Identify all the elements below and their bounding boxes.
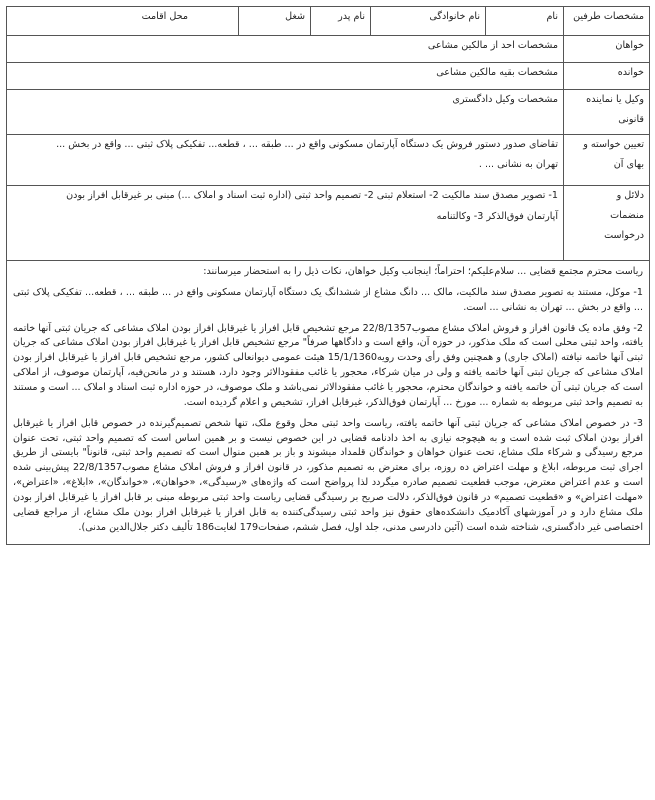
evidence-label-line1: دلائل و [616, 190, 644, 201]
salutation-paragraph: ریاست محترم مجتمع قضایی ... سلام‌علیکم؛ احتراماً؛ اینجانب وکیل خواهان، نکات ذیل را به استحضار میرسانند: [203, 266, 643, 277]
header-row [7, 7, 650, 36]
claim-line1: تقاضای صدور دستور فروش یک دستگاه آپارتمان مسکونی واقع در ... طبقه ... ، قطعه... تفکیکی پلاک ثبتی ... واقع در بخش ... [56, 139, 558, 150]
evidence-label [564, 186, 650, 261]
plaintiff-row [7, 36, 650, 63]
plaintiff-label: خواهان [564, 36, 650, 63]
evidence-line1: 1- تصویر مصدق سند مالکیت 2- استعلام ثبتی 2- تصمیم واحد ثبتی (اداره ثبت اسناد و املاک ...) مبنی بر غیرقابل افراز بودن [66, 190, 558, 201]
evidence-label-line2: منضمات [610, 209, 644, 221]
lawyer-row [7, 90, 650, 135]
claim-label [564, 135, 650, 186]
lawyer-label [564, 90, 650, 135]
claim-line2: تهران به نشانی ... . [478, 158, 558, 170]
col-name: نام [486, 7, 564, 36]
lawyer-label-line2: قانونی [618, 113, 644, 125]
col-residence: محل اقامت [7, 7, 239, 36]
petition-body [7, 261, 650, 545]
evidence-line2: آپارتمان فوق‌الذکر 3- وکالتنامه [436, 210, 558, 222]
claim-row [7, 135, 650, 186]
claim-value [7, 135, 564, 186]
col-occupation: شغل [239, 7, 311, 36]
claim-label-line2: بهای آن [613, 158, 644, 170]
evidence-row [7, 186, 650, 261]
paragraph-3: 3- در خصوص املاک مشاعی که جریان ثبتی آنها خاتمه یافته، ریاست واحد ثبتی محل وقوع ملک، تنها شخص تصمیم‌گیرنده در خصوص قابل افراز یا غیرقابل افراز بودن املاک ثبت شده است و به هیچوجه نیازی به اخذ دادنامه قضایی در این خصوص نیست و بر همین اساس است که تصمیم واحد ثبتی، تحت عنوان مرجع رسیدگی و شرکاء ملک مشاع، تحت عنوان خواهان و خواندگان قلمداد میشوند و باز بر همین منوال است که تصمیم واحد ثبتی، قانوناً" بایستی از طریق اجرای ثبت مربوطه، ابلاغ و مهلت اعتراض ده روزه، برای معترض به تصمیم مذکور، در قانون افراز و فروش املاک مشاع مصوب22/8/1357 پیش‌بینی شده است و عدم اعتراض معترض، موجب قطعیت تصمیم صادره میگردد لذا پرواضح است که واژه‌های «رسیدگی»، «خواهان»، «خواندگان»، «ابلاغ»، «اعتراض»، «مهلت اعتراض» و «قطعیت تصمیم» در قانون فوق‌الذکر، دلالت صریح بر رسیدگی قضایی ریاست واحد ثبتی مربوطه مبنی بر قابل افراز یا غیرقابل افراز بودن ملک مشاع دارد و در آموزشهای آکادمیک دانشکده‌های حقوق نیز واحد ثبتی رسیدگی‌کننده به قابل افراز یا غیرقابل افراز بودن ملک مشاع، از مراجع قضایی اختصاصی غیر دادگستری، شناخته شده است (آئین دادرسی مدنی، جلد اول، فصل ششم، صفحات179 لغایت186 تألیف دکتر جلال‌الدین مدنی). [13, 417, 643, 533]
defendant-value: مشخصات بقیه مالکین مشاعی [7, 63, 564, 90]
petition-form-table [6, 6, 650, 545]
paragraph-2: 2- وفق ماده یک قانون افراز و فروش املاک مشاع مصوب22/8/1357 مرجع تشخیص قابل افراز یا غیرقابل افراز بودن املاک مشاعی که جریان ثبتی آنها خاتمه یافته، واحد ثبتی محلی است که ملک مذکور، در حوزه آن، واقع است و دادگاهها صرفاً" مرجع تشخیص قابل افراز یا غیرقابل افراز بودن املاک مشاعی که جریان ثبتی آنها خاتمه نیافته (املاک جاری) و همچنین وفق رأی وحدت رویه15/1/1360 هیئت عمومی دیوانعالی کشور، مرجع تشخیص قابل افراز یا غیرقابل افراز بودن املاک مشاعی که جریان ثبتی آنها خاتمه یافته و ولی در میان شرکاء، محجور یا غائب مفقودالاثر وجود دارد، هستند و در مانحن‌فیه، آپارتمان موصوف، از املاکی است که جریان ثبتی آن خاتمه یافته و خواندگان محترم، محجور یا غائب مفقودالاثر نمی‌باشد و ملک موصوف، در حوزه اداره ثبت اسناد و املاک ... است و مستند به تصمیم واحد ثبتی مربوطه به شماره ... مورخ ... آپارتمان فوق‌الذکر، غیرقابل افراز، تشخیص و اعلام گردیده است. [13, 322, 643, 408]
defendant-label: خوانده [564, 63, 650, 90]
col-family-name: نام خانوادگی [371, 7, 486, 36]
paragraph-1: 1- موکل، مستند به تصویر مصدق سند مالکیت، مالک ... دانگ مشاع از ششدانگ یک دستگاه آپارتمان مسکونی واقع در ... طبقه ... ، قطعه... تفکیکی پلاک ثبتی ... واقع در بخش ... تهران به نشانی ... است. [13, 286, 643, 313]
claim-label-line1: تعیین خواسته و [583, 139, 644, 150]
evidence-value [7, 186, 564, 261]
petition-body-row [7, 261, 650, 545]
plaintiff-value: مشخصات احد از مالکین مشاعی [7, 36, 564, 63]
col-father-name: نام پدر [311, 7, 371, 36]
evidence-label-line3: درخواست [604, 229, 644, 241]
lawyer-value: مشخصات وکیل دادگستری [7, 90, 564, 135]
defendant-row [7, 63, 650, 90]
lawyer-label-line1: وکیل یا نماینده [586, 94, 644, 105]
parties-label: مشخصات طرفین [564, 7, 650, 36]
